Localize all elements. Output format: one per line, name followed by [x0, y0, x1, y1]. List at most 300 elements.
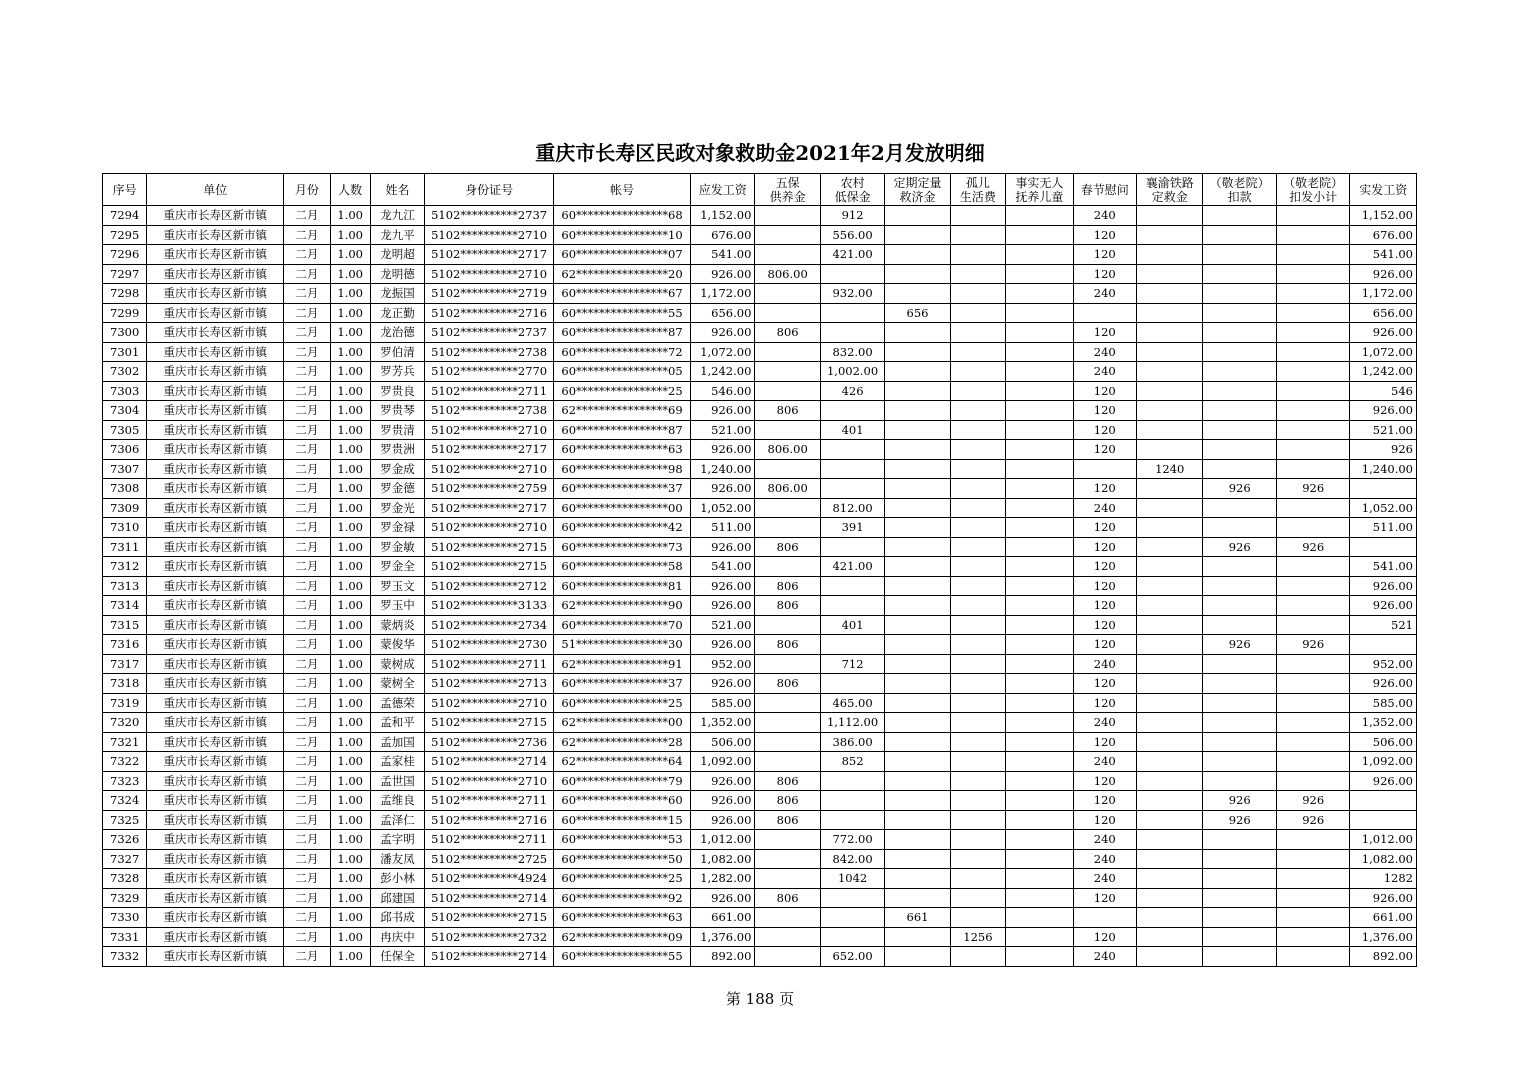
table-cell: 1,052.00 [1350, 498, 1417, 518]
table-cell: 120 [1073, 810, 1136, 830]
table-cell: 60****************53 [554, 830, 691, 850]
table-row [103, 225, 1417, 245]
table-cell: 521 [1350, 615, 1417, 635]
table-cell [1203, 713, 1277, 733]
table-cell: 60****************73 [554, 537, 691, 557]
table-cell: 5102**********2736 [425, 732, 554, 752]
table-cell: 龙治德 [370, 323, 424, 343]
table-row [103, 264, 1417, 284]
table-cell: 5102**********2715 [425, 557, 554, 577]
table-cell: 1.00 [330, 420, 370, 440]
table-cell: 5102**********2710 [425, 771, 554, 791]
table-cell: 1,012.00 [690, 830, 754, 850]
table-cell: 806 [755, 791, 820, 811]
table-row [103, 888, 1417, 908]
table-cell [820, 635, 884, 655]
table-cell [1203, 323, 1277, 343]
table-cell: 1,082.00 [690, 849, 754, 869]
table-cell: 7306 [103, 440, 147, 460]
table-cell [1006, 303, 1073, 323]
table-cell [1006, 323, 1073, 343]
column-header: 帐号 [554, 174, 691, 206]
table-cell [755, 732, 820, 752]
table-cell: 7314 [103, 596, 147, 616]
table-cell: 62****************69 [554, 401, 691, 421]
table-cell: 240 [1073, 947, 1136, 967]
table-cell: 926.00 [690, 635, 754, 655]
table-cell: 60****************55 [554, 303, 691, 323]
table-cell: 孟德荣 [370, 693, 424, 713]
table-cell: 521.00 [1350, 420, 1417, 440]
table-cell: 806.00 [755, 440, 820, 460]
table-cell [1276, 303, 1350, 323]
table-cell: 926.00 [690, 596, 754, 616]
table-cell: 重庆市长寿区新市镇 [147, 557, 284, 577]
table-cell: 7322 [103, 752, 147, 772]
table-cell: 5102**********2715 [425, 713, 554, 733]
table-cell: 5102**********2770 [425, 362, 554, 382]
table-cell: 806 [755, 635, 820, 655]
table-cell [950, 654, 1005, 674]
table-cell: 60****************70 [554, 615, 691, 635]
table-cell [1203, 303, 1277, 323]
table-cell: 重庆市长寿区新市镇 [147, 479, 284, 499]
table-cell: 罗金德 [370, 479, 424, 499]
table-cell: 7295 [103, 225, 147, 245]
table-cell [1006, 888, 1073, 908]
table-cell: 120 [1073, 927, 1136, 947]
table-cell: 重庆市长寿区新市镇 [147, 264, 284, 284]
table-cell [755, 381, 820, 401]
table-cell: 426 [820, 381, 884, 401]
table-cell [755, 752, 820, 772]
table-row [103, 342, 1417, 362]
table-cell [1276, 713, 1350, 733]
table-cell [820, 401, 884, 421]
table-cell: 852 [820, 752, 884, 772]
table-cell [1203, 381, 1277, 401]
table-cell: 926.00 [690, 888, 754, 908]
table-cell [1006, 206, 1073, 226]
table-cell: 1.00 [330, 810, 370, 830]
table-cell [755, 849, 820, 869]
table-cell [1006, 713, 1073, 733]
table-cell [755, 557, 820, 577]
table-cell: 重庆市长寿区新市镇 [147, 381, 284, 401]
table-cell [885, 225, 950, 245]
table-cell: 1.00 [330, 537, 370, 557]
table-cell: 120 [1073, 537, 1136, 557]
table-cell: 806.00 [755, 264, 820, 284]
table-cell: 二月 [284, 342, 330, 362]
table-cell: 926 [1276, 791, 1350, 811]
table-cell [1136, 908, 1202, 928]
table-row [103, 771, 1417, 791]
table-cell [1136, 206, 1202, 226]
table-cell [1006, 732, 1073, 752]
table-cell [1276, 225, 1350, 245]
table-cell: 重庆市长寿区新市镇 [147, 440, 284, 460]
table-cell [885, 615, 950, 635]
table-cell: 1.00 [330, 732, 370, 752]
table-cell: 5102**********2716 [425, 810, 554, 830]
table-cell [1203, 420, 1277, 440]
table-cell: 120 [1073, 264, 1136, 284]
table-row [103, 498, 1417, 518]
table-cell: 二月 [284, 576, 330, 596]
table-cell [755, 245, 820, 265]
table-cell [1350, 635, 1417, 655]
table-cell: 二月 [284, 518, 330, 538]
table-cell [1136, 498, 1202, 518]
table-cell: 7332 [103, 947, 147, 967]
table-cell [820, 459, 884, 479]
column-header: 五保 供养金 [755, 174, 820, 206]
table-cell: 120 [1073, 557, 1136, 577]
table-cell: 5102**********2734 [425, 615, 554, 635]
table-cell: 60****************68 [554, 206, 691, 226]
table-cell: 1.00 [330, 674, 370, 694]
table-cell [755, 518, 820, 538]
table-cell [1203, 927, 1277, 947]
table-row [103, 381, 1417, 401]
table-cell [1203, 362, 1277, 382]
table-cell [885, 830, 950, 850]
table-cell [950, 908, 1005, 928]
table-row [103, 830, 1417, 850]
table-cell [1136, 576, 1202, 596]
table-cell: 60****************05 [554, 362, 691, 382]
table-cell: 62****************91 [554, 654, 691, 674]
table-cell: 421.00 [820, 245, 884, 265]
table-cell: 1,172.00 [1350, 284, 1417, 304]
table-cell: 5102**********2710 [425, 420, 554, 440]
table-cell [1203, 401, 1277, 421]
table-cell: 孟维良 [370, 791, 424, 811]
table-cell: 401 [820, 420, 884, 440]
table-row [103, 303, 1417, 323]
table-cell: 1.00 [330, 947, 370, 967]
table-cell [1006, 908, 1073, 928]
table-cell: 240 [1073, 342, 1136, 362]
table-cell [1276, 596, 1350, 616]
table-row [103, 362, 1417, 382]
table-cell: 重庆市长寿区新市镇 [147, 713, 284, 733]
table-cell [1136, 440, 1202, 460]
table-cell [1136, 401, 1202, 421]
table-cell: 7302 [103, 362, 147, 382]
table-cell: 1.00 [330, 440, 370, 460]
table-cell [755, 908, 820, 928]
table-cell: 1.00 [330, 927, 370, 947]
table-cell [950, 947, 1005, 967]
table-cell: 60****************79 [554, 771, 691, 791]
table-cell: 7307 [103, 459, 147, 479]
table-cell [755, 362, 820, 382]
table-cell: 926.00 [1350, 323, 1417, 343]
table-cell: 1.00 [330, 362, 370, 382]
table-cell: 7294 [103, 206, 147, 226]
table-cell: 1,082.00 [1350, 849, 1417, 869]
table-cell: 240 [1073, 284, 1136, 304]
table-cell: 二月 [284, 713, 330, 733]
table-cell [755, 420, 820, 440]
table-cell: 7318 [103, 674, 147, 694]
table-cell: 541.00 [1350, 245, 1417, 265]
table-cell [885, 693, 950, 713]
table-cell [1136, 596, 1202, 616]
table-cell [885, 498, 950, 518]
table-cell: 1.00 [330, 771, 370, 791]
table-cell: 926.00 [690, 674, 754, 694]
table-cell: 62****************64 [554, 752, 691, 772]
table-cell: 506.00 [690, 732, 754, 752]
table-cell [885, 245, 950, 265]
table-cell: 1,352.00 [690, 713, 754, 733]
table-row [103, 849, 1417, 869]
table-cell [1006, 869, 1073, 889]
table-cell: 1,172.00 [690, 284, 754, 304]
table-cell: 1256 [950, 927, 1005, 947]
table-cell: 蒙炳炎 [370, 615, 424, 635]
table-cell: 926.00 [690, 791, 754, 811]
table-cell [950, 576, 1005, 596]
table-cell: 120 [1073, 635, 1136, 655]
table-cell [885, 206, 950, 226]
table-cell: 1.00 [330, 342, 370, 362]
table-cell: 661.00 [690, 908, 754, 928]
table-cell [1276, 206, 1350, 226]
table-cell: 511.00 [690, 518, 754, 538]
table-cell: 60****************67 [554, 284, 691, 304]
table-cell: 1.00 [330, 245, 370, 265]
table-cell: 1,092.00 [690, 752, 754, 772]
table-cell: 1.00 [330, 498, 370, 518]
table-cell: 罗金全 [370, 557, 424, 577]
table-cell: 重庆市长寿区新市镇 [147, 908, 284, 928]
table-cell: 彭小林 [370, 869, 424, 889]
table-cell: 重庆市长寿区新市镇 [147, 927, 284, 947]
table-cell [1006, 420, 1073, 440]
table-cell: 60****************50 [554, 849, 691, 869]
table-cell: 120 [1073, 615, 1136, 635]
table-cell [885, 557, 950, 577]
table-cell: 1.00 [330, 459, 370, 479]
table-cell: 1.00 [330, 576, 370, 596]
table-cell [1136, 830, 1202, 850]
table-cell: 1.00 [330, 615, 370, 635]
table-cell [820, 908, 884, 928]
table-cell: 926.00 [690, 264, 754, 284]
table-cell: 806 [755, 810, 820, 830]
table-cell: 120 [1073, 693, 1136, 713]
table-cell [1136, 927, 1202, 947]
table-cell [1006, 284, 1073, 304]
table-row [103, 635, 1417, 655]
table-cell: 5102**********2719 [425, 284, 554, 304]
table-cell: 926 [1350, 440, 1417, 460]
table-cell [885, 362, 950, 382]
table-cell: 龙九平 [370, 225, 424, 245]
table-header [103, 174, 1417, 206]
table-cell: 5102**********2725 [425, 849, 554, 869]
table-cell: 7330 [103, 908, 147, 928]
table-cell: 7299 [103, 303, 147, 323]
table-cell [885, 440, 950, 460]
table-cell [1203, 752, 1277, 772]
table-cell: 772.00 [820, 830, 884, 850]
table-cell [950, 771, 1005, 791]
table-cell [820, 323, 884, 343]
table-cell [950, 732, 1005, 752]
table-cell: 二月 [284, 459, 330, 479]
table-cell [1276, 849, 1350, 869]
table-cell [1006, 459, 1073, 479]
table-cell: 1.00 [330, 479, 370, 499]
table-cell: 孟家桂 [370, 752, 424, 772]
table-cell [1006, 245, 1073, 265]
table-cell: 重庆市长寿区新市镇 [147, 323, 284, 343]
table-cell: 7324 [103, 791, 147, 811]
table-cell: 712 [820, 654, 884, 674]
table-cell [950, 206, 1005, 226]
table-cell: 孟世国 [370, 771, 424, 791]
table-cell: 1,072.00 [690, 342, 754, 362]
table-row [103, 518, 1417, 538]
table-cell: 806 [755, 323, 820, 343]
table-cell: 重庆市长寿区新市镇 [147, 206, 284, 226]
table-cell [1276, 381, 1350, 401]
table-cell: 60****************58 [554, 557, 691, 577]
table-cell: 二月 [284, 479, 330, 499]
table-cell: 1,002.00 [820, 362, 884, 382]
table-row [103, 479, 1417, 499]
table-row [103, 401, 1417, 421]
table-cell [1203, 654, 1277, 674]
table-cell: 120 [1073, 791, 1136, 811]
table-cell: 806 [755, 596, 820, 616]
table-cell [1203, 830, 1277, 850]
table-row [103, 810, 1417, 830]
table-cell [1276, 908, 1350, 928]
table-cell: 120 [1073, 323, 1136, 343]
table-cell [1276, 830, 1350, 850]
column-header: 定期定量 救济金 [885, 174, 950, 206]
table-cell: 重庆市长寿区新市镇 [147, 674, 284, 694]
table-cell: 556.00 [820, 225, 884, 245]
table-cell: 1.00 [330, 303, 370, 323]
table-cell [1276, 420, 1350, 440]
table-cell [1276, 498, 1350, 518]
table-cell: 240 [1073, 752, 1136, 772]
table-cell: 5102**********2710 [425, 518, 554, 538]
table-cell: 重庆市长寿区新市镇 [147, 849, 284, 869]
table-cell [885, 869, 950, 889]
table-cell: 806 [755, 771, 820, 791]
table-cell: 806 [755, 674, 820, 694]
table-cell [820, 771, 884, 791]
table-cell: 60****************60 [554, 791, 691, 811]
table-cell: 蒙树全 [370, 674, 424, 694]
table-cell: 926 [1203, 810, 1277, 830]
table-cell: 重庆市长寿区新市镇 [147, 732, 284, 752]
table-cell: 120 [1073, 245, 1136, 265]
table-cell [1203, 849, 1277, 869]
table-cell: 240 [1073, 713, 1136, 733]
table-cell: 1.00 [330, 752, 370, 772]
table-cell: 120 [1073, 888, 1136, 908]
table-cell: 926.00 [690, 440, 754, 460]
table-cell: 60****************63 [554, 440, 691, 460]
table-cell: 585.00 [690, 693, 754, 713]
table-cell: 5102**********2759 [425, 479, 554, 499]
table-cell [1006, 518, 1073, 538]
table-cell: 1,376.00 [690, 927, 754, 947]
table-row [103, 284, 1417, 304]
table-cell [1350, 791, 1417, 811]
table-cell: 1,282.00 [690, 869, 754, 889]
table-row [103, 908, 1417, 928]
table-cell [1203, 771, 1277, 791]
table-cell: 5102**********2730 [425, 635, 554, 655]
table-cell [1276, 362, 1350, 382]
table-cell: 120 [1073, 771, 1136, 791]
table-cell: 7316 [103, 635, 147, 655]
table-cell: 62****************00 [554, 713, 691, 733]
table-cell: 蒙树成 [370, 654, 424, 674]
table-cell: 5102**********3133 [425, 596, 554, 616]
table-cell: 676.00 [1350, 225, 1417, 245]
table-cell: 5102**********2714 [425, 752, 554, 772]
table-cell [1136, 284, 1202, 304]
table-cell [1276, 752, 1350, 772]
table-cell [1006, 849, 1073, 869]
table-cell [1276, 674, 1350, 694]
table-cell [1136, 323, 1202, 343]
table-cell [755, 459, 820, 479]
table-row [103, 947, 1417, 967]
table-cell [1203, 576, 1277, 596]
table-cell: 240 [1073, 869, 1136, 889]
table-cell: 5102**********2737 [425, 206, 554, 226]
table-cell: 1,072.00 [1350, 342, 1417, 362]
table-cell: 926.00 [690, 401, 754, 421]
table-cell: 892.00 [690, 947, 754, 967]
table-cell [1276, 947, 1350, 967]
column-header: 应发工资 [690, 174, 754, 206]
table-cell: 重庆市长寿区新市镇 [147, 225, 284, 245]
table-cell: 二月 [284, 225, 330, 245]
table-cell [1136, 420, 1202, 440]
table-cell [1203, 947, 1277, 967]
table-cell: 蒙俊华 [370, 635, 424, 655]
table-cell: 7310 [103, 518, 147, 538]
table-cell [1203, 225, 1277, 245]
table-row [103, 713, 1417, 733]
table-cell: 7304 [103, 401, 147, 421]
table-cell [1276, 284, 1350, 304]
table-cell: 60****************55 [554, 947, 691, 967]
table-row [103, 869, 1417, 889]
table-cell: 1,092.00 [1350, 752, 1417, 772]
table-cell: 重庆市长寿区新市镇 [147, 830, 284, 850]
table-cell: 7309 [103, 498, 147, 518]
table-cell: 62****************09 [554, 927, 691, 947]
table-cell: 二月 [284, 323, 330, 343]
table-cell: 62****************20 [554, 264, 691, 284]
table-cell: 7320 [103, 713, 147, 733]
table-cell [885, 810, 950, 830]
